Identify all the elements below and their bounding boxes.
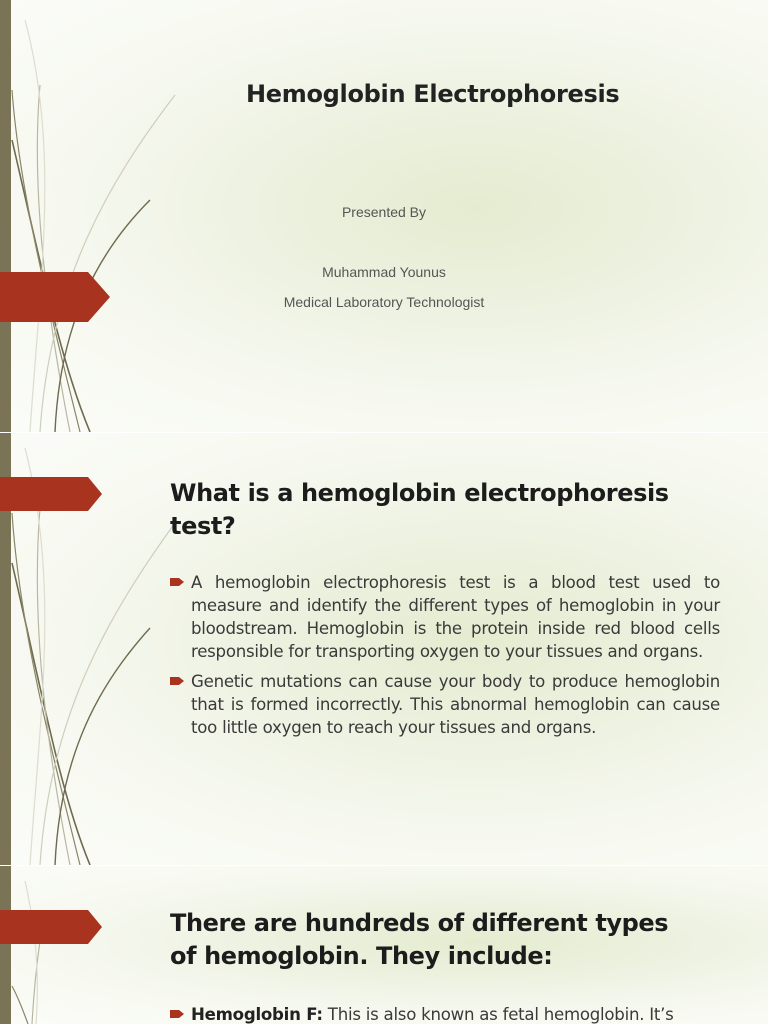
slide-types — [0, 866, 768, 1024]
list-item — [170, 571, 720, 663]
slide-title-text: Hemoglobin Electrophoresis — [246, 80, 620, 108]
slide-heading: What is a hemoglobin electrophoresis test? — [170, 479, 669, 540]
presented-by-label: Presented By — [341, 204, 427, 220]
arrow-bullet-icon — [170, 577, 184, 587]
bullet-list — [170, 1003, 720, 1024]
bullet-text: Genetic mutations can cause your body to produce hemoglobin that is formed incorrectly. This abnormal hemoglobin can cause too little oxygen to reach your tissues and organs. — [191, 672, 720, 737]
bullet-text: This is also known as fetal hemoglobin. It’s — [322, 1005, 674, 1024]
accent-tab — [0, 910, 102, 944]
bullet-text: A hemoglobin electrophoresis test is a blood test used to measure and identify the different types of hemoglobin in your bloodstream. Hemoglobin is the protein inside red blood cells responsible for transporting oxygen to your tissues and organs. — [191, 573, 720, 661]
list-item — [170, 670, 720, 739]
slide-definition — [0, 433, 768, 865]
slide-title — [0, 0, 768, 432]
accent-tab — [0, 477, 102, 511]
arrow-bullet-icon — [170, 676, 184, 686]
list-item — [170, 1003, 720, 1024]
bullet-list — [170, 571, 720, 746]
presenter-role: Medical Laboratory Technologist — [283, 294, 485, 310]
arrow-bullet-icon — [170, 1009, 184, 1019]
slide-heading: There are hundreds of different types of hemoglobin. They include: — [170, 909, 669, 970]
bullet-term: Hemoglobin F: — [191, 1005, 323, 1024]
presenter-name: Muhammad Younus — [322, 264, 446, 280]
